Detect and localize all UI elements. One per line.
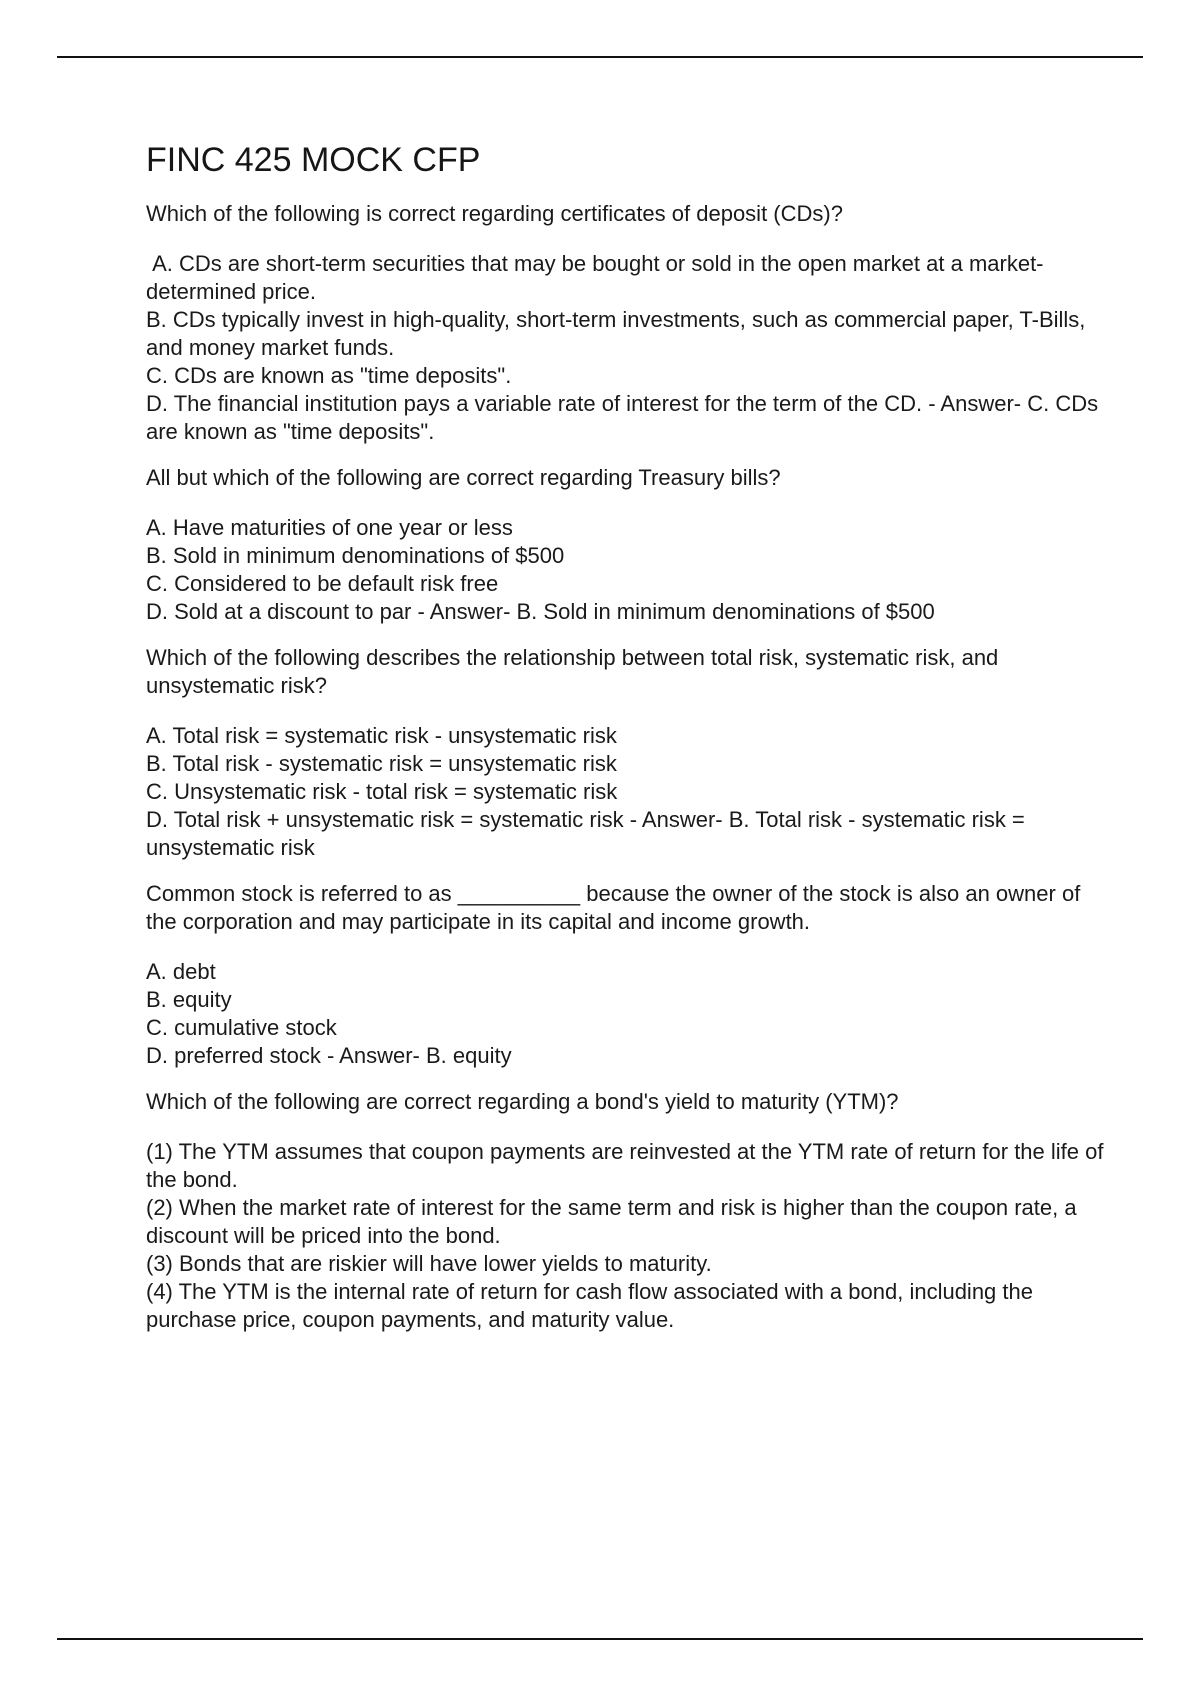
document-body	[146, 140, 1110, 1352]
answer-option: B. equity	[146, 987, 232, 1012]
question-text: Which of the following are correct regarding a bond's yield to maturity (YTM)?	[146, 1089, 899, 1114]
question-text: Which of the following describes the relationship between total risk, systematic risk, and unsystematic risk?	[146, 645, 1005, 698]
question-text: All but which of the following are correct regarding Treasury bills?	[146, 465, 781, 490]
answer-option: A. Have maturities of one year or less	[146, 515, 513, 540]
answer-option: D. Total risk + unsystematic risk = systematic risk - Answer- B. Total risk - systematic risk = unsystematic risk	[146, 807, 1031, 860]
question-text: Common stock is referred to as __________ because the owner of the stock is also an owner of the corporation and may participate in its capital and income growth.	[146, 881, 1087, 934]
bottom-divider	[57, 1638, 1143, 1640]
answer-option: D. preferred stock - Answer- B. equity	[146, 1043, 512, 1068]
question-2	[146, 464, 1106, 626]
answer-option: B. CDs typically invest in high-quality, short-term investments, such as commercial paper, T-Bills, and money market funds.	[146, 307, 1092, 360]
answer-option: (2) When the market rate of interest for the same term and risk is higher than the coupon rate, a discount will be priced into the bond.	[146, 1195, 1083, 1248]
answer-option: A. CDs are short-term securities that may be bought or sold in the open market at a market-determined price.	[146, 251, 1044, 304]
answer-option: B. Sold in minimum denominations of $500	[146, 543, 565, 568]
answer-option: (4) The YTM is the internal rate of return for cash flow associated with a bond, including the purchase price, coupon payments, and maturity value.	[146, 1279, 1040, 1332]
answer-option: (1) The YTM assumes that coupon payments are reinvested at the YTM rate of return for the life of the bond.	[146, 1139, 1110, 1192]
answer-option: A. Total risk = systematic risk - unsystematic risk	[146, 723, 617, 748]
answer-option: B. Total risk - systematic risk = unsystematic risk	[146, 751, 617, 776]
answer-option: C. Unsystematic risk - total risk = systematic risk	[146, 779, 618, 804]
answer-option: (3) Bonds that are riskier will have lower yields to maturity.	[146, 1251, 712, 1276]
answer-option: C. CDs are known as "time deposits".	[146, 363, 512, 388]
question-5	[146, 1088, 1110, 1334]
question-4	[146, 880, 1106, 1070]
question-3	[146, 644, 1106, 862]
question-text: Which of the following is correct regarding certificates of deposit (CDs)?	[146, 201, 843, 226]
answer-option: D. The financial institution pays a variable rate of interest for the term of the CD. - Answer- C. CDs are known as "time deposits".	[146, 391, 1105, 444]
answer-option: C. Considered to be default risk free	[146, 571, 499, 596]
question-1	[146, 200, 1106, 446]
answer-option: C. cumulative stock	[146, 1015, 337, 1040]
document-title: FINC 425 MOCK CFP	[146, 141, 481, 179]
top-divider	[57, 56, 1143, 58]
answer-option: D. Sold at a discount to par - Answer- B. Sold in minimum denominations of $500	[146, 599, 935, 624]
answer-option: A. debt	[146, 959, 216, 984]
